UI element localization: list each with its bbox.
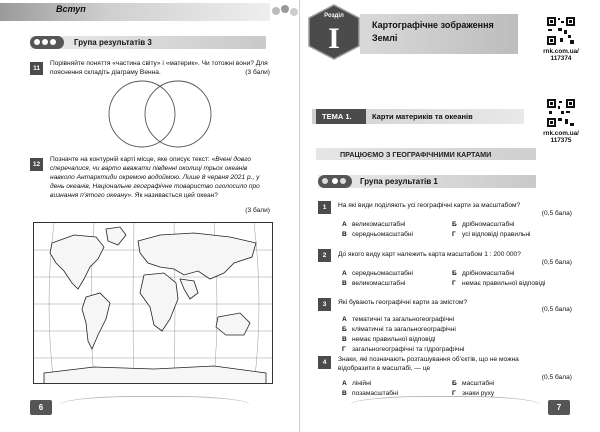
page-number: 7 (548, 400, 570, 415)
venn-diagram[interactable] (100, 78, 220, 150)
answer-option-a[interactable] (342, 380, 371, 387)
answer-option-a[interactable] (342, 316, 454, 323)
answer-option-b[interactable] (452, 380, 494, 387)
group-bar-3 (30, 36, 266, 49)
qr-code-icon[interactable] (546, 16, 576, 46)
qr-url-code: 117374 (550, 55, 572, 62)
left-header-title: Вступ (56, 4, 86, 14)
answer-option-a[interactable] (342, 270, 413, 277)
answer-option-g[interactable] (452, 280, 545, 287)
section-label: Розділ (324, 13, 344, 19)
question-score: (0,5 бала) (541, 374, 572, 381)
topic-tag: ТЕМА 1. (316, 109, 366, 124)
option-letter: Г (342, 346, 346, 353)
question-text-part: ». Як називається цей океан? (127, 192, 218, 200)
qr-url-2[interactable] (536, 130, 586, 144)
option-text: середньомасштабні (352, 231, 414, 238)
answer-option-a[interactable] (342, 221, 405, 228)
option-letter: Г (452, 390, 456, 397)
option-text: немає правильної відповіді (462, 280, 546, 287)
question-quote: Вчені довго сперечалися, чи варто вважати південні околиці трьох океанів навколо Антарктиди окремою водоймою. Лише 8 червня 2021 р., у день океанів, Національне географічне товариство оголосило про визнання п’ятого океану (50, 156, 260, 200)
option-text: знаки руху (462, 390, 495, 397)
option-text: великомасштабні (352, 221, 406, 228)
map-continents (44, 227, 266, 384)
answer-option-v[interactable] (342, 336, 435, 343)
answer-option-g[interactable] (342, 346, 464, 353)
section-badge (308, 4, 360, 60)
footer-arc-decoration (60, 396, 250, 418)
footer-arc-decoration (350, 396, 540, 418)
question-text: Порівняйте поняття «частина світу» і «материк». Чи тотожні вони? Для пояснення складіть діаграму Венна. (50, 60, 268, 77)
answer-option-g[interactable] (452, 231, 530, 238)
option-letter: Б (452, 221, 457, 228)
answer-option-v[interactable] (342, 231, 413, 238)
option-text: масштабні (462, 380, 495, 387)
option-letter: Б (452, 270, 457, 277)
option-letter: А (342, 380, 347, 387)
answer-option-b[interactable] (452, 270, 514, 277)
question-number: 2 (318, 249, 331, 262)
option-text: дрібномасштабні (462, 221, 515, 228)
question-score: (3 бали) (245, 207, 270, 214)
answer-option-v[interactable] (342, 390, 398, 397)
venn-circle-left (109, 81, 175, 147)
option-text: загальногеографічні та гідрографічні (352, 346, 465, 353)
option-text: усі відповіді правильні (462, 231, 531, 238)
question-text: Знаки, які позначають розташування об’єктів, що не можна відобразити в масштабі, — це (338, 356, 519, 373)
question-number: 3 (318, 298, 331, 311)
page-number: 6 (30, 400, 52, 415)
question-text: На які види поділяють усі географічні карти за масштабом? (338, 202, 521, 209)
work-section-title: ПРАЦЮЄМО З ГЕОГРАФІЧНИМИ КАРТАМИ (340, 150, 492, 159)
chapter-title: Картографічне зображення Землі (372, 20, 494, 43)
option-text: немає правильної відповіді (352, 336, 436, 343)
question-text (50, 155, 270, 200)
question-number: 11 (30, 62, 43, 75)
world-map-graphic (34, 223, 273, 384)
contour-world-map[interactable] (33, 222, 273, 384)
answer-option-v[interactable] (342, 280, 405, 287)
venn-circle-right (145, 81, 211, 147)
question-score: (0,5 бала) (541, 306, 572, 313)
option-text: тематичні та загальногеографічні (352, 316, 455, 323)
question-number: 12 (30, 158, 43, 171)
question-number: 4 (318, 356, 331, 369)
qr-url-text: rnk.com.ua/ (543, 48, 579, 55)
header-dots-decoration (272, 5, 300, 17)
option-letter: В (342, 231, 347, 238)
option-letter: Б (342, 326, 347, 333)
option-text: позамасштабні (352, 390, 399, 397)
option-letter: В (342, 336, 347, 343)
question-score: (0,5 бала) (541, 210, 572, 217)
qr-code-icon[interactable] (546, 98, 576, 128)
group-bar-1 (318, 175, 536, 188)
section-numeral: I (328, 22, 340, 55)
option-text: середньомасштабні (352, 270, 414, 277)
group-progress-dots (30, 36, 64, 49)
option-text: дрібномасштабні (462, 270, 515, 277)
group-label: Група результатів 3 (74, 38, 152, 47)
option-letter: Б (452, 380, 457, 387)
left-page-header (0, 3, 270, 21)
option-letter: А (342, 270, 347, 277)
question-score: (3 бали) (245, 69, 270, 76)
option-letter: Г (452, 280, 456, 287)
question-text: Які бувають географічні карти за змістом? (338, 299, 468, 306)
topic-title: Карти материків та океанів (372, 112, 473, 121)
option-text: великомасштабні (352, 280, 406, 287)
group-progress-dots (318, 175, 352, 188)
option-text: кліматичні та загальногеографічні (352, 326, 456, 333)
question-text: До якого виду карт належить карта масштабом 1 : 200 000? (338, 251, 521, 258)
qr-url-1[interactable] (536, 48, 586, 62)
option-letter: Г (452, 231, 456, 238)
answer-option-b[interactable] (452, 221, 514, 228)
option-letter: А (342, 221, 347, 228)
answer-option-b[interactable] (342, 326, 456, 333)
option-letter: В (342, 390, 347, 397)
question-number: 1 (318, 201, 331, 214)
question-text-part: Позначте на контурній карті місце, яке описує текст: « (50, 156, 216, 163)
group-label: Група результатів 1 (360, 177, 438, 186)
option-letter: В (342, 280, 347, 287)
qr-url-code: 117375 (550, 137, 572, 144)
option-letter: А (342, 316, 347, 323)
option-text: лінійні (352, 380, 372, 387)
question-score: (0,5 бала) (541, 259, 572, 266)
qr-url-text: rnk.com.ua/ (543, 130, 579, 137)
